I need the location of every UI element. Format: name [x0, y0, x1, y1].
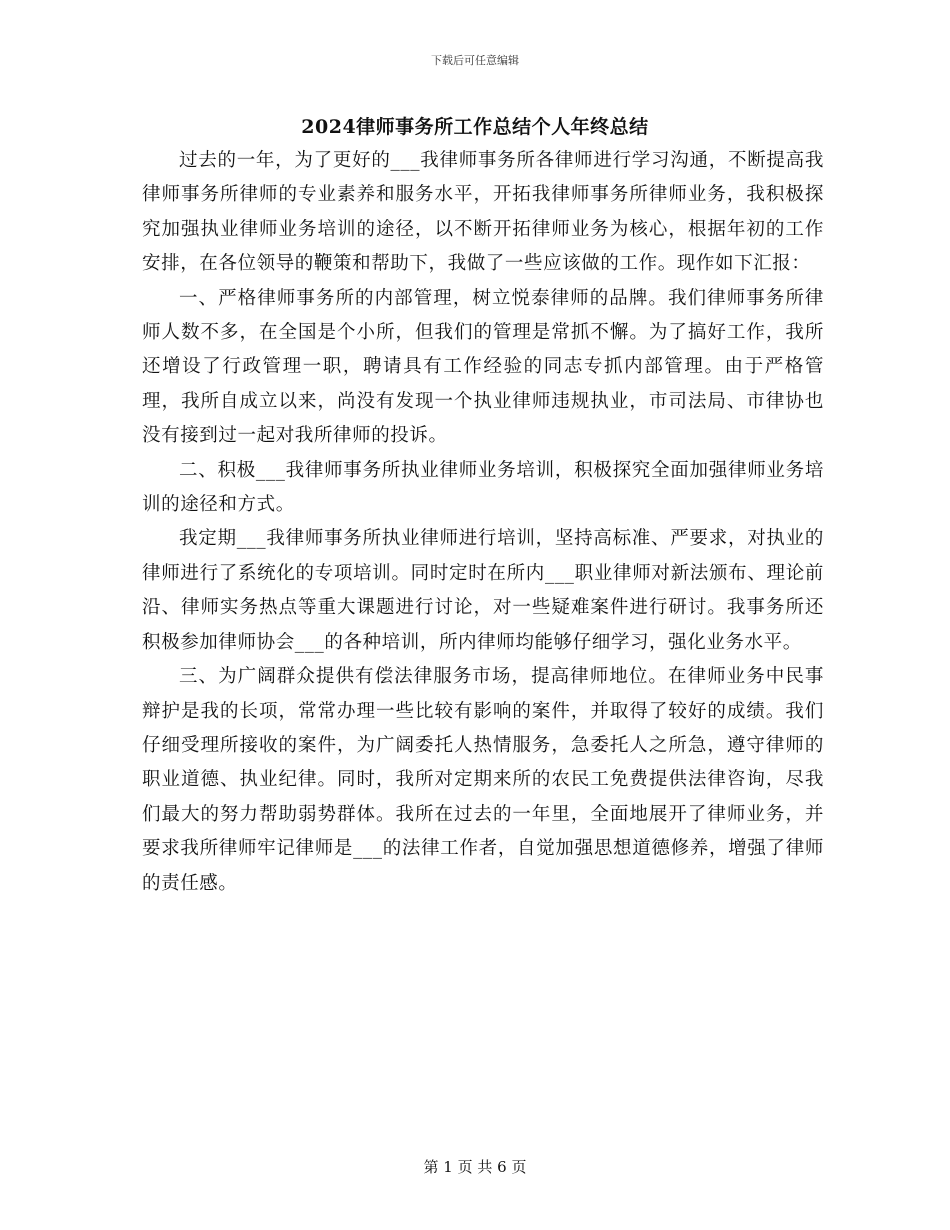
paragraph-section-1: 一、严格律师事务所的内部管理，树立悦泰律师的品牌。我们律师事务所律师人数不多，在全国是个小所，但我们的管理是常抓不懈。为了搞好工作，我所还增设了行政管理一职，聘请具有工作经验的同志专抓内部管理。由于严格管理，我所自成立以来，尚没有发现一个执业律师违规执业，市司法局、市律协也没有接到过一起对我所律师的投诉。: [142, 287, 824, 447]
paragraph-training: 我定期___我律师事务所执业律师进行培训，坚持高标准、严要求，对执业的律师进行了系统化的专项培训。同时定时在所内___职业律师对新法颁布、理论前沿、律师实务热点等重大课题进行讨论，对一些疑难案件进行研讨。我事务所还积极参加律师协会___的各种培训，所内律师均能够仔细学习，强化业务水平。: [142, 528, 824, 653]
document-title: 2024律师事务所工作总结个人年终总结: [301, 116, 649, 138]
page-number-footer: 第 1 页 共 6 页: [423, 1158, 527, 1176]
paragraph-section-3: 三、为广阔群众提供有偿法律服务市场，提高律师地位。在律师业务中民事辩护是我的长项，常常办理一些比较有影响的案件，并取得了较好的成绩。我们仔细受理所接收的案件，为广阔委托人热情服务，急委托人之所急，遵守律师的职业道德、执业纪律。同时，我所对定期来所的农民工免费提供法律咨询，尽我们最大的努力帮助弱势群体。我所在过去的一年里，全面地展开了律师业务，并要求我所律师牢记律师是___的法律工作者，自觉加强思想道德修养，增强了律师的责任感。: [142, 666, 824, 894]
paragraph-section-2: 二、积极___我律师事务所执业律师业务培训，积极探究全面加强律师业务培训的途径和方式。: [142, 459, 824, 516]
page-header-note: 下载后可任意编辑: [431, 54, 519, 67]
paragraph-intro: 过去的一年，为了更好的___我律师事务所各律师进行学习沟通，不断提高我律师事务所律师的专业素养和服务水平，开拓我律师事务所律师业务，我积极探究加强执业律师业务培训的途径，以不断开拓律师业务为核心，根据年初的工作安排，在各位领导的鞭策和帮助下，我做了一些应该做的工作。现作如下汇报：: [142, 150, 824, 275]
document-body: [142, 144, 824, 901]
